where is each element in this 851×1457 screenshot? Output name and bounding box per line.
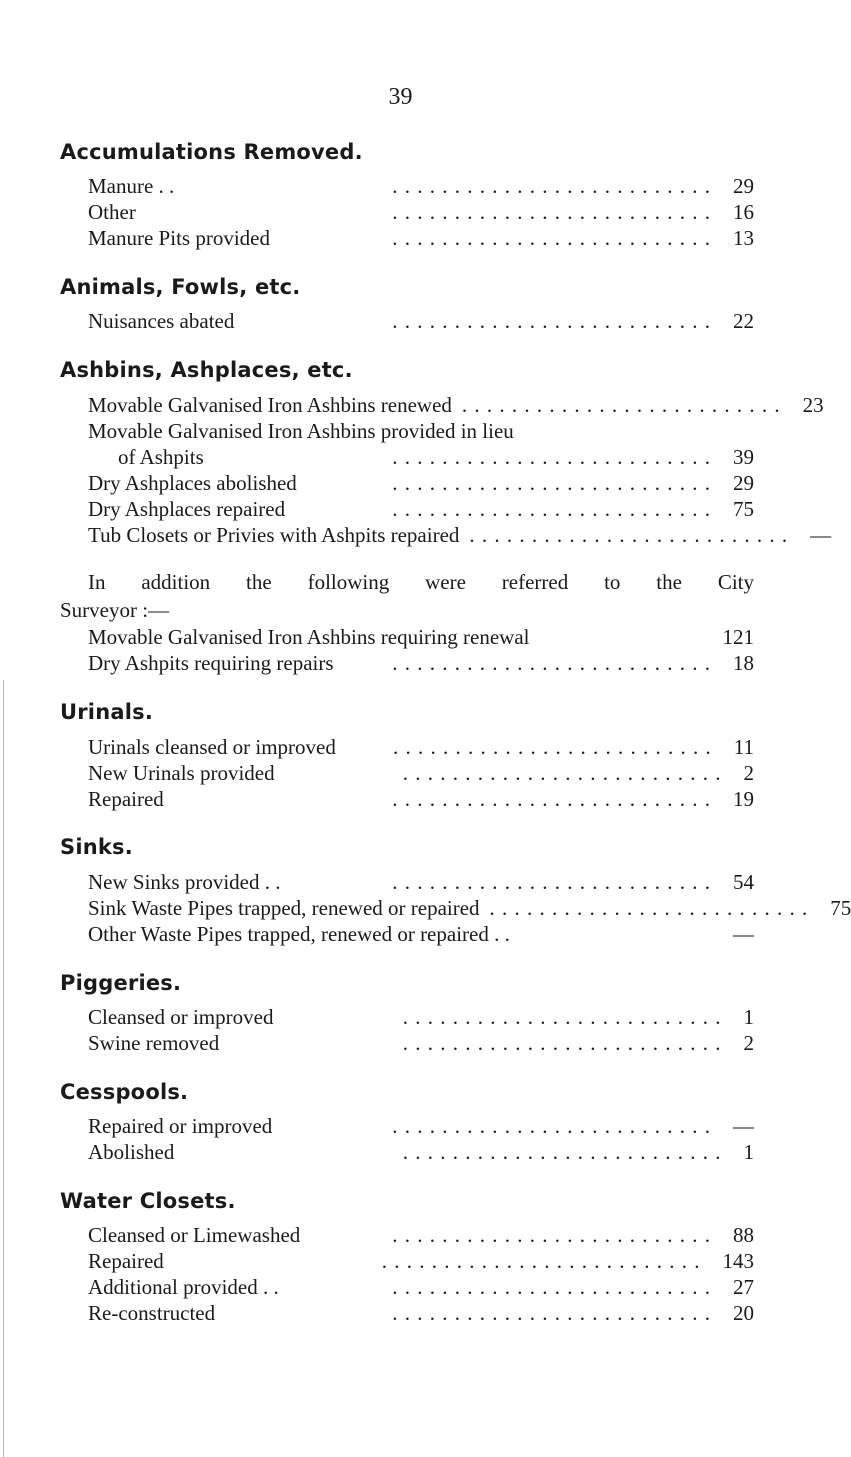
- row-label: Repaired or improved: [88, 1114, 273, 1138]
- table-row: [88, 1003, 754, 1031]
- section-heading-cesspools: Cesspools.: [60, 1080, 189, 1104]
- table-row: [88, 521, 832, 549]
- table-row: [88, 495, 754, 523]
- row-label: Manure . .: [88, 174, 175, 198]
- row-label: Abolished: [88, 1140, 175, 1164]
- row-value: 143: [722, 1249, 754, 1273]
- row-value: 1: [743, 1140, 754, 1164]
- leader-dots: . . . . . . . . . . . . . . . . . . . . . . . . . .: [392, 1114, 711, 1138]
- table-row: [88, 759, 754, 787]
- row-label: Re-constructed: [88, 1301, 216, 1325]
- row-value: 16: [733, 200, 754, 224]
- referral-note: [60, 568, 754, 624]
- section-heading-animals: Animals, Fowls, etc.: [60, 275, 301, 299]
- row-label: Tub Closets or Privies with Ashpits repaired: [88, 523, 460, 547]
- row-value: 75: [733, 497, 754, 521]
- leader-dots: . . . . . . . . . . . . . . . . . . . . . . . . . .: [392, 226, 711, 250]
- leader-dots: . . . . . . . . . . . . . . . . . . . . . . . . . .: [392, 787, 711, 811]
- row-label: Nuisances abated: [88, 309, 235, 333]
- row-value: 29: [733, 174, 754, 198]
- leader-dots: . . . . . . . . . . . . . . . . . . . . . . . . . .: [392, 309, 711, 333]
- row-label: Movable Galvanised Iron Ashbins renewed: [88, 393, 452, 417]
- leader-dots: . . . . . . . . . . . . . . . . . . . . . . . . . .: [402, 1140, 722, 1164]
- leader-dots: . . . . . . . . . . . . . . . . . . . . . . . . . .: [392, 445, 711, 469]
- page-number: 39: [388, 84, 413, 110]
- row-value: 18: [733, 651, 754, 675]
- row-value: 1: [743, 1005, 754, 1029]
- leader-dots: . . . . . . . . . . . . . . . . . . . . . . . . . .: [392, 471, 711, 495]
- row-label: Other Waste Pipes trapped, renewed or repaired . .: [88, 922, 510, 946]
- table-row: [88, 172, 754, 200]
- table-row: [88, 733, 754, 761]
- row-label: Cleansed or improved: [88, 1005, 274, 1029]
- table-row: [88, 623, 754, 651]
- leader-dots: . . . . . . . . . . . . . . . . . . . . . . . . . .: [392, 1301, 711, 1325]
- row-value: 13: [733, 226, 754, 250]
- leader-dots: . . . . . . . . . . . . . . . . . . . . . . . . . .: [402, 761, 722, 785]
- leader-dots: . . . . . . . . . . . . . . . . . . . . . . . . . .: [392, 1223, 711, 1247]
- row-label: Sink Waste Pipes trapped, renewed or repaired: [88, 896, 480, 920]
- row-value: 23: [802, 393, 824, 417]
- referral-note-line: Surveyor :—: [60, 598, 170, 622]
- table-row: [88, 417, 754, 445]
- leader-dots: . . . . . . . . . . . . . . . . . . . . . . . . . .: [461, 393, 781, 417]
- leader-dots: . . . . . . . . . . . . . . . . . . . . . . . . . .: [392, 870, 711, 894]
- row-label: Manure Pits provided: [88, 226, 270, 250]
- row-value: 11: [733, 735, 754, 759]
- table-row: [88, 198, 754, 226]
- leader-dots: . . . . . . . . . . . . . . . . . . . . . . . . . .: [402, 1005, 722, 1029]
- section-heading-piggeries: Piggeries.: [60, 971, 182, 995]
- row-label: Cleansed or Limewashed: [88, 1223, 301, 1247]
- table-row: [88, 785, 754, 813]
- row-value: 2: [743, 1031, 754, 1055]
- table-row: [88, 1221, 754, 1249]
- row-value: 88: [733, 1223, 754, 1247]
- leader-dots: . . . . . . . . . . . . . . . . . . . . . . . . . .: [393, 735, 712, 759]
- row-label: Dry Ashplaces abolished: [88, 471, 297, 495]
- table-row: [88, 391, 824, 419]
- leader-dots: . . . . . . . . . . . . . . . . . . . . . . . . . .: [392, 200, 711, 224]
- row-label: of Ashpits: [118, 445, 204, 469]
- table-row: [88, 1299, 754, 1327]
- row-label: Dry Ashplaces repaired: [88, 497, 286, 521]
- page-edge-line: [3, 680, 4, 1457]
- row-value: 22: [733, 309, 754, 333]
- row-label: Other: [88, 200, 136, 224]
- table-row: [88, 1247, 754, 1275]
- table-row: [88, 1112, 754, 1140]
- leader-dots: . . . . . . . . . . . . . . . . . . . . . . . . . .: [469, 523, 789, 547]
- section-heading-sinks: Sinks.: [60, 835, 133, 859]
- table-row: [88, 868, 754, 896]
- row-value: —: [810, 523, 832, 547]
- row-label: Additional provided . .: [88, 1275, 279, 1299]
- table-row: [88, 649, 754, 677]
- table-row: [88, 894, 851, 922]
- table-row: [88, 224, 754, 252]
- table-row: [88, 1029, 754, 1057]
- section-heading-water-closets: Water Closets.: [60, 1189, 236, 1213]
- row-label: Repaired: [88, 1249, 164, 1273]
- table-row: [88, 307, 754, 335]
- row-value: —: [733, 922, 754, 946]
- row-value: 39: [733, 445, 754, 469]
- table-row: [88, 920, 754, 948]
- row-value: 27: [733, 1275, 754, 1299]
- row-label: Swine removed: [88, 1031, 220, 1055]
- leader-dots: . . . . . . . . . . . . . . . . . . . . . . . . . .: [489, 896, 809, 920]
- leader-dots: . . . . . . . . . . . . . . . . . . . . . . . . . .: [392, 174, 711, 198]
- table-row: [88, 469, 754, 497]
- leader-dots: . . . . . . . . . . . . . . . . . . . . . . . . . .: [392, 497, 711, 521]
- section-heading-urinals: Urinals.: [60, 700, 154, 724]
- row-value: 20: [733, 1301, 754, 1325]
- row-label: New Urinals provided: [88, 761, 275, 785]
- row-value: 19: [733, 787, 754, 811]
- row-value: 29: [733, 471, 754, 495]
- leader-dots: . . . . . . . . . . . . . . . . . . . . . . . . . .: [392, 1275, 711, 1299]
- row-label: New Sinks provided . .: [88, 870, 281, 894]
- row-label: Repaired: [88, 787, 164, 811]
- section-heading-ashbins: Ashbins, Ashplaces, etc.: [60, 358, 353, 382]
- row-label: Movable Galvanised Iron Ashbins requiring renewal: [88, 625, 530, 649]
- row-label: Dry Ashpits requiring repairs: [88, 651, 334, 675]
- row-value: 75: [830, 896, 851, 920]
- row-label: Urinals cleansed or improved: [88, 735, 336, 759]
- row-value: 54: [733, 870, 754, 894]
- leader-dots: . . . . . . . . . . . . . . . . . . . . . . . . . .: [381, 1249, 701, 1273]
- table-row: [88, 1273, 754, 1301]
- row-label: Movable Galvanised Iron Ashbins provided in lieu: [88, 419, 514, 443]
- row-value: 121: [722, 625, 754, 649]
- referral-note-line: In addition the following were referred to the City: [88, 570, 754, 594]
- table-row: [88, 1138, 754, 1166]
- section-heading-accumulations: Accumulations Removed.: [60, 140, 363, 164]
- leader-dots: . . . . . . . . . . . . . . . . . . . . . . . . . .: [402, 1031, 722, 1055]
- table-row: [118, 443, 754, 471]
- row-value: —: [733, 1114, 754, 1138]
- leader-dots: . . . . . . . . . . . . . . . . . . . . . . . . . .: [392, 651, 711, 675]
- row-value: 2: [743, 761, 754, 785]
